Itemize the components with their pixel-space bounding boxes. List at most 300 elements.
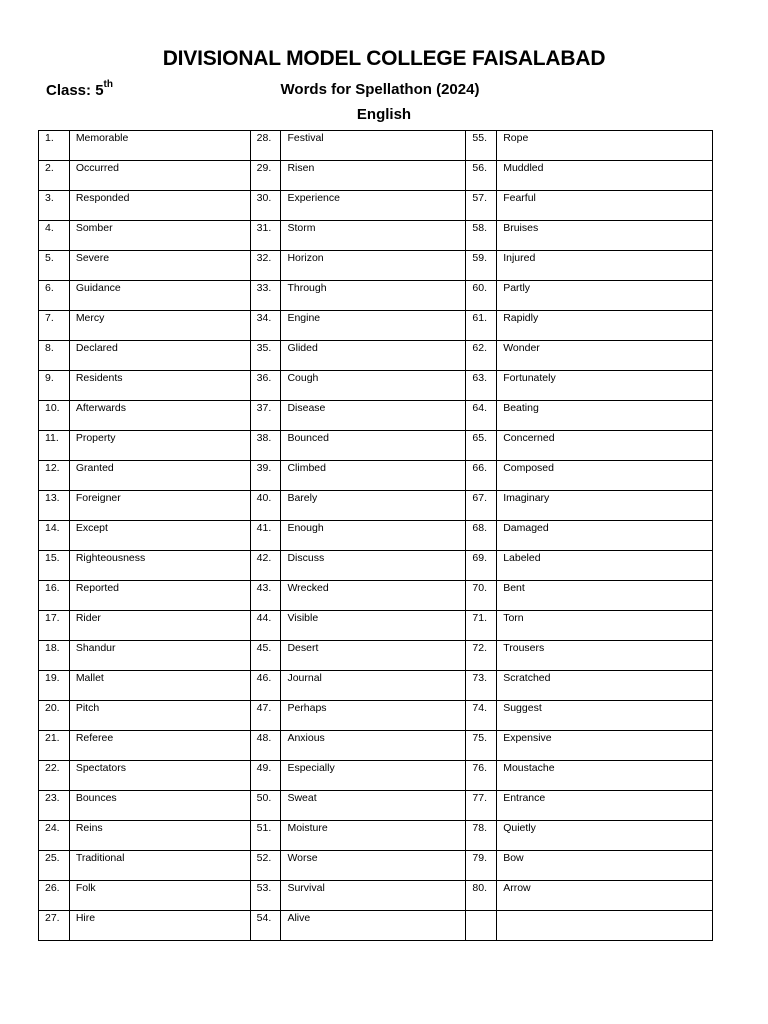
word-number: 51.: [256, 822, 272, 834]
word-number-cell: [250, 371, 281, 401]
word-table-body: [39, 131, 713, 941]
spelling-word: Wonder: [503, 342, 540, 354]
spelling-word: Worse: [287, 852, 318, 864]
word-number: 1.: [45, 132, 54, 144]
spelling-word: Barely: [287, 492, 318, 504]
word-number-cell: [250, 581, 281, 611]
word-number: 5.: [45, 252, 54, 264]
spelling-word: Journal: [287, 672, 322, 684]
word-number-cell: [39, 911, 70, 941]
word-number-cell: [466, 671, 497, 701]
spelling-word: Horizon: [287, 252, 324, 264]
word-number-cell: [39, 401, 70, 431]
word-cell: [281, 551, 466, 581]
word-number-cell: [250, 431, 281, 461]
table-row: [39, 461, 713, 491]
word-number-cell: [39, 191, 70, 221]
word-number-cell: [466, 401, 497, 431]
spelling-word: Mercy: [75, 312, 105, 324]
table-row: [39, 611, 713, 641]
word-cell: [281, 611, 466, 641]
spelling-word: Sweat: [287, 792, 317, 804]
spelling-word: Concerned: [503, 432, 555, 444]
word-cell: [69, 581, 250, 611]
word-cell: [281, 731, 466, 761]
spelling-word: Property: [75, 432, 116, 444]
word-number-cell: [466, 551, 497, 581]
word-number: 12.: [45, 462, 60, 474]
spelling-word: Granted: [75, 462, 114, 474]
table-row: [39, 731, 713, 761]
word-number: 45.: [256, 642, 272, 654]
word-cell: [281, 491, 466, 521]
word-cell: [497, 371, 713, 401]
word-cell: [497, 251, 713, 281]
word-number: 27.: [45, 912, 60, 924]
word-cell: [69, 761, 250, 791]
word-cell: [281, 281, 466, 311]
table-row: [39, 191, 713, 221]
word-cell: [69, 191, 250, 221]
spelling-word: Discuss: [287, 552, 325, 564]
word-number: 80.: [472, 882, 487, 894]
word-number-cell: [39, 671, 70, 701]
word-number-cell: [466, 851, 497, 881]
word-cell: [497, 551, 713, 581]
spelling-word: Alive: [287, 912, 311, 924]
word-cell: [69, 221, 250, 251]
word-cell: [497, 671, 713, 701]
word-number: 69.: [472, 552, 487, 564]
word-number-cell: [466, 791, 497, 821]
word-number-cell: [466, 371, 497, 401]
word-number: 71.: [472, 612, 487, 624]
word-number: 32.: [256, 252, 272, 264]
word-cell: [281, 821, 466, 851]
word-cell: [69, 551, 250, 581]
word-number: 70.: [472, 582, 487, 594]
word-number-cell: [466, 161, 497, 191]
table-row: [39, 671, 713, 701]
spelling-word: Risen: [287, 162, 315, 174]
word-cell: [497, 491, 713, 521]
word-cell: [497, 791, 713, 821]
word-number: 41.: [256, 522, 272, 534]
word-number: 7.: [45, 312, 54, 324]
word-number-cell: [250, 641, 281, 671]
word-cell: [497, 761, 713, 791]
table-row: [39, 131, 713, 161]
spelling-word: Moisture: [287, 822, 328, 834]
word-cell: [281, 311, 466, 341]
word-number: 25.: [45, 852, 60, 864]
word-cell: [497, 431, 713, 461]
table-row: [39, 491, 713, 521]
word-number-cell: [466, 701, 497, 731]
spelling-word: Spectators: [75, 762, 127, 774]
spelling-word: Afterwards: [75, 402, 126, 414]
word-number-cell: [250, 791, 281, 821]
table-row: [39, 551, 713, 581]
word-cell: [497, 341, 713, 371]
table-row: [39, 341, 713, 371]
word-number-cell: [39, 491, 70, 521]
word-number: 74.: [472, 702, 487, 714]
word-number: 58.: [472, 222, 487, 234]
word-cell: [281, 911, 466, 941]
word-number-cell: [39, 461, 70, 491]
word-number-cell: [250, 731, 281, 761]
table-row: [39, 221, 713, 251]
word-number-cell: [466, 611, 497, 641]
spelling-word: Perhaps: [287, 702, 327, 714]
word-number: 49.: [256, 762, 272, 774]
word-number: 29.: [256, 162, 272, 174]
word-number: 48.: [256, 732, 272, 744]
spelling-word: Trousers: [503, 642, 545, 654]
spelling-word: Except: [75, 522, 108, 534]
spelling-word: Bow: [503, 852, 524, 864]
table-row: [39, 251, 713, 281]
word-number-cell: [466, 461, 497, 491]
table-row: [39, 311, 713, 341]
table-row: [39, 371, 713, 401]
spelling-word: Bounced: [287, 432, 329, 444]
word-number-cell: [250, 701, 281, 731]
word-cell: [497, 401, 713, 431]
word-number: 21.: [45, 732, 60, 744]
word-cell: [497, 281, 713, 311]
word-number-cell: [466, 641, 497, 671]
spelling-word: Entrance: [503, 792, 546, 804]
word-number-cell: [39, 791, 70, 821]
word-cell: [69, 641, 250, 671]
word-number-cell: [466, 761, 497, 791]
word-number: 38.: [256, 432, 272, 444]
class-label-text: Class: 5: [46, 82, 104, 99]
word-number-cell: [250, 161, 281, 191]
word-number: 54.: [256, 912, 272, 924]
spelling-word: Reported: [75, 582, 120, 594]
word-number-cell: [250, 401, 281, 431]
spelling-word: Expensive: [503, 732, 552, 744]
spelling-word: Experience: [287, 192, 340, 204]
spelling-word: Scratched: [503, 672, 551, 684]
spelling-word: Foreigner: [75, 492, 121, 504]
table-row: [39, 581, 713, 611]
spelling-word: Rider: [75, 612, 101, 624]
word-cell: [281, 791, 466, 821]
word-cell: [69, 911, 250, 941]
spelling-word: Visible: [287, 612, 319, 624]
word-number-cell: [250, 221, 281, 251]
spelling-word: Damaged: [503, 522, 549, 534]
word-number-cell: [250, 461, 281, 491]
word-cell: [69, 701, 250, 731]
word-number-cell: [250, 491, 281, 521]
word-number: 57.: [472, 192, 487, 204]
spelling-word: Referee: [75, 732, 114, 744]
word-number: 78.: [472, 822, 487, 834]
spelling-word: Injured: [503, 252, 536, 264]
table-row: [39, 401, 713, 431]
spelling-word: Hire: [75, 912, 96, 924]
word-cell: [497, 581, 713, 611]
word-number-cell: [39, 251, 70, 281]
word-number: 8.: [45, 342, 54, 354]
word-number-cell: [466, 311, 497, 341]
table-row: [39, 761, 713, 791]
word-number: 17.: [45, 612, 60, 624]
word-cell: [497, 851, 713, 881]
word-number-cell: [39, 761, 70, 791]
word-number-cell: [39, 551, 70, 581]
spelling-word: Declared: [75, 342, 118, 354]
word-number: 60.: [472, 282, 487, 294]
word-number: 59.: [472, 252, 487, 264]
spelling-word: Traditional: [75, 852, 125, 864]
word-number: 20.: [45, 702, 60, 714]
spelling-word: Beating: [503, 402, 539, 414]
word-number-cell: [250, 251, 281, 281]
word-cell: [281, 701, 466, 731]
word-number: 30.: [256, 192, 272, 204]
spelling-word: Imaginary: [503, 492, 550, 504]
word-cell: [69, 851, 250, 881]
word-number: 67.: [472, 492, 487, 504]
word-number-cell: [250, 521, 281, 551]
spelling-word: Moustache: [503, 762, 555, 774]
word-number-cell: [39, 581, 70, 611]
spelling-word: Severe: [75, 252, 110, 264]
word-number-cell: [39, 161, 70, 191]
word-number: 55.: [472, 132, 487, 144]
word-cell: [69, 461, 250, 491]
table-row: [39, 641, 713, 671]
word-number: 62.: [472, 342, 487, 354]
word-number: 23.: [45, 792, 60, 804]
spelling-word: Arrow: [503, 882, 531, 894]
word-cell: [281, 851, 466, 881]
word-number-cell: [39, 851, 70, 881]
word-cell: [69, 251, 250, 281]
spelling-word: Bruises: [503, 222, 539, 234]
table-row: [39, 281, 713, 311]
word-number-cell: [250, 131, 281, 161]
spelling-word: Somber: [75, 222, 113, 234]
spelling-word: Pitch: [75, 702, 100, 714]
word-number: 40.: [256, 492, 272, 504]
word-cell: [281, 221, 466, 251]
spelling-word: Labeled: [503, 552, 541, 564]
spelling-word: Especially: [287, 762, 335, 774]
word-number-cell: [466, 491, 497, 521]
word-cell: [281, 431, 466, 461]
word-cell: [281, 881, 466, 911]
spelling-word: Survival: [287, 882, 325, 894]
word-cell: [281, 161, 466, 191]
word-cell: [281, 191, 466, 221]
table-row: [39, 911, 713, 941]
word-cell: [69, 431, 250, 461]
spelling-word: Muddled: [503, 162, 544, 174]
spelling-word: Bent: [503, 582, 525, 594]
word-cell: [69, 161, 250, 191]
word-number-cell: [466, 131, 497, 161]
spelling-word: Through: [287, 282, 327, 294]
word-cell: [69, 491, 250, 521]
word-number-cell: [250, 671, 281, 701]
word-number: 61.: [472, 312, 487, 324]
word-number-cell: [39, 881, 70, 911]
spelling-word: Residents: [75, 372, 123, 384]
word-cell: [69, 881, 250, 911]
spelling-word: Shandur: [75, 642, 116, 654]
word-number-cell: [39, 431, 70, 461]
word-number: 46.: [256, 672, 272, 684]
word-number-cell: [466, 251, 497, 281]
spelling-word: Disease: [287, 402, 326, 414]
word-number-cell: [39, 611, 70, 641]
word-cell: [497, 521, 713, 551]
word-number: 64.: [472, 402, 487, 414]
word-number-cell: [466, 581, 497, 611]
word-number: 33.: [256, 282, 272, 294]
spelling-word: Glided: [287, 342, 318, 354]
word-cell: [281, 461, 466, 491]
word-cell: [497, 881, 713, 911]
word-number: 14.: [45, 522, 60, 534]
spelling-word: Responded: [75, 192, 130, 204]
spelling-word: Engine: [287, 312, 321, 324]
word-number-cell: [250, 851, 281, 881]
spelling-word: Fearful: [503, 192, 536, 204]
word-number: 31.: [256, 222, 272, 234]
word-number-cell: [39, 221, 70, 251]
word-number-cell: [466, 191, 497, 221]
word-number: 35.: [256, 342, 272, 354]
word-cell: [69, 401, 250, 431]
spelling-word: Occurred: [75, 162, 119, 174]
word-number: 3.: [45, 192, 54, 204]
subject-heading: English: [356, 106, 412, 123]
word-cell: [497, 821, 713, 851]
word-number: 63.: [472, 372, 487, 384]
table-row: [39, 161, 713, 191]
word-number: 9.: [45, 372, 54, 384]
word-number-cell: [39, 371, 70, 401]
word-number: 73.: [472, 672, 487, 684]
spelling-word: Rope: [503, 132, 529, 144]
spelling-word: Climbed: [287, 462, 326, 474]
word-number: 28.: [256, 132, 272, 144]
word-cell: [69, 671, 250, 701]
table-row: [39, 431, 713, 461]
word-cell: [497, 641, 713, 671]
spelling-word: Anxious: [287, 732, 325, 744]
word-number: 76.: [472, 762, 487, 774]
word-cell: [281, 761, 466, 791]
word-number-cell: [250, 311, 281, 341]
word-number-cell: [250, 281, 281, 311]
word-number: 15.: [45, 552, 60, 564]
word-cell: [69, 311, 250, 341]
word-number-cell: [39, 521, 70, 551]
page-title: DIVISIONAL MODEL COLLEGE FAISALABAD: [162, 47, 606, 70]
word-cell: [281, 671, 466, 701]
word-number: 11.: [45, 432, 59, 444]
spelling-word: Composed: [503, 462, 554, 474]
word-number: 34.: [256, 312, 272, 324]
word-cell: [69, 341, 250, 371]
word-cell: [69, 611, 250, 641]
word-number: 24.: [45, 822, 60, 834]
word-cell: [497, 731, 713, 761]
word-number: 47.: [256, 702, 272, 714]
word-cell: [281, 521, 466, 551]
class-label-suffix: th: [103, 79, 113, 90]
word-number-cell: [466, 221, 497, 251]
word-cell: [69, 821, 250, 851]
table-row: [39, 851, 713, 881]
word-cell: [281, 341, 466, 371]
word-number-cell: [39, 341, 70, 371]
word-number-cell: [39, 281, 70, 311]
word-cell: [69, 371, 250, 401]
word-cell: [281, 371, 466, 401]
spelling-word: Cough: [287, 372, 319, 384]
word-number: 56.: [472, 162, 487, 174]
word-number: 77.: [472, 792, 487, 804]
word-number-cell: [250, 911, 281, 941]
spelling-word: Reins: [75, 822, 103, 834]
word-cell: [281, 131, 466, 161]
spelling-word: Mallet: [75, 672, 104, 684]
word-number: 44.: [256, 612, 272, 624]
word-cell: [497, 311, 713, 341]
word-number-cell: [466, 881, 497, 911]
word-number-cell: [250, 761, 281, 791]
word-number: 39.: [256, 462, 272, 474]
spelling-word: Festival: [287, 132, 324, 144]
word-number: 66.: [472, 462, 487, 474]
word-number: 4.: [45, 222, 54, 234]
word-number: 75.: [472, 732, 487, 744]
word-cell: [497, 191, 713, 221]
spelling-word: Storm: [287, 222, 316, 234]
word-number-cell: [39, 641, 70, 671]
word-number-cell: [466, 281, 497, 311]
word-number-cell: [250, 341, 281, 371]
word-cell: [69, 731, 250, 761]
word-cell: [281, 251, 466, 281]
word-number: 53.: [256, 882, 272, 894]
word-number-cell: [39, 731, 70, 761]
word-cell: [497, 701, 713, 731]
spelling-word: Memorable: [75, 132, 129, 144]
table-row: [39, 521, 713, 551]
spelling-word: Fortunately: [503, 372, 556, 384]
word-number: 42.: [256, 552, 272, 564]
word-number: 6.: [45, 282, 54, 294]
word-number: 36.: [256, 372, 272, 384]
spelling-word: Torn: [503, 612, 524, 624]
word-number-cell: [39, 311, 70, 341]
word-number: 18.: [45, 642, 60, 654]
word-number-cell: [39, 131, 70, 161]
word-number: 43.: [256, 582, 272, 594]
word-number: 13.: [45, 492, 60, 504]
